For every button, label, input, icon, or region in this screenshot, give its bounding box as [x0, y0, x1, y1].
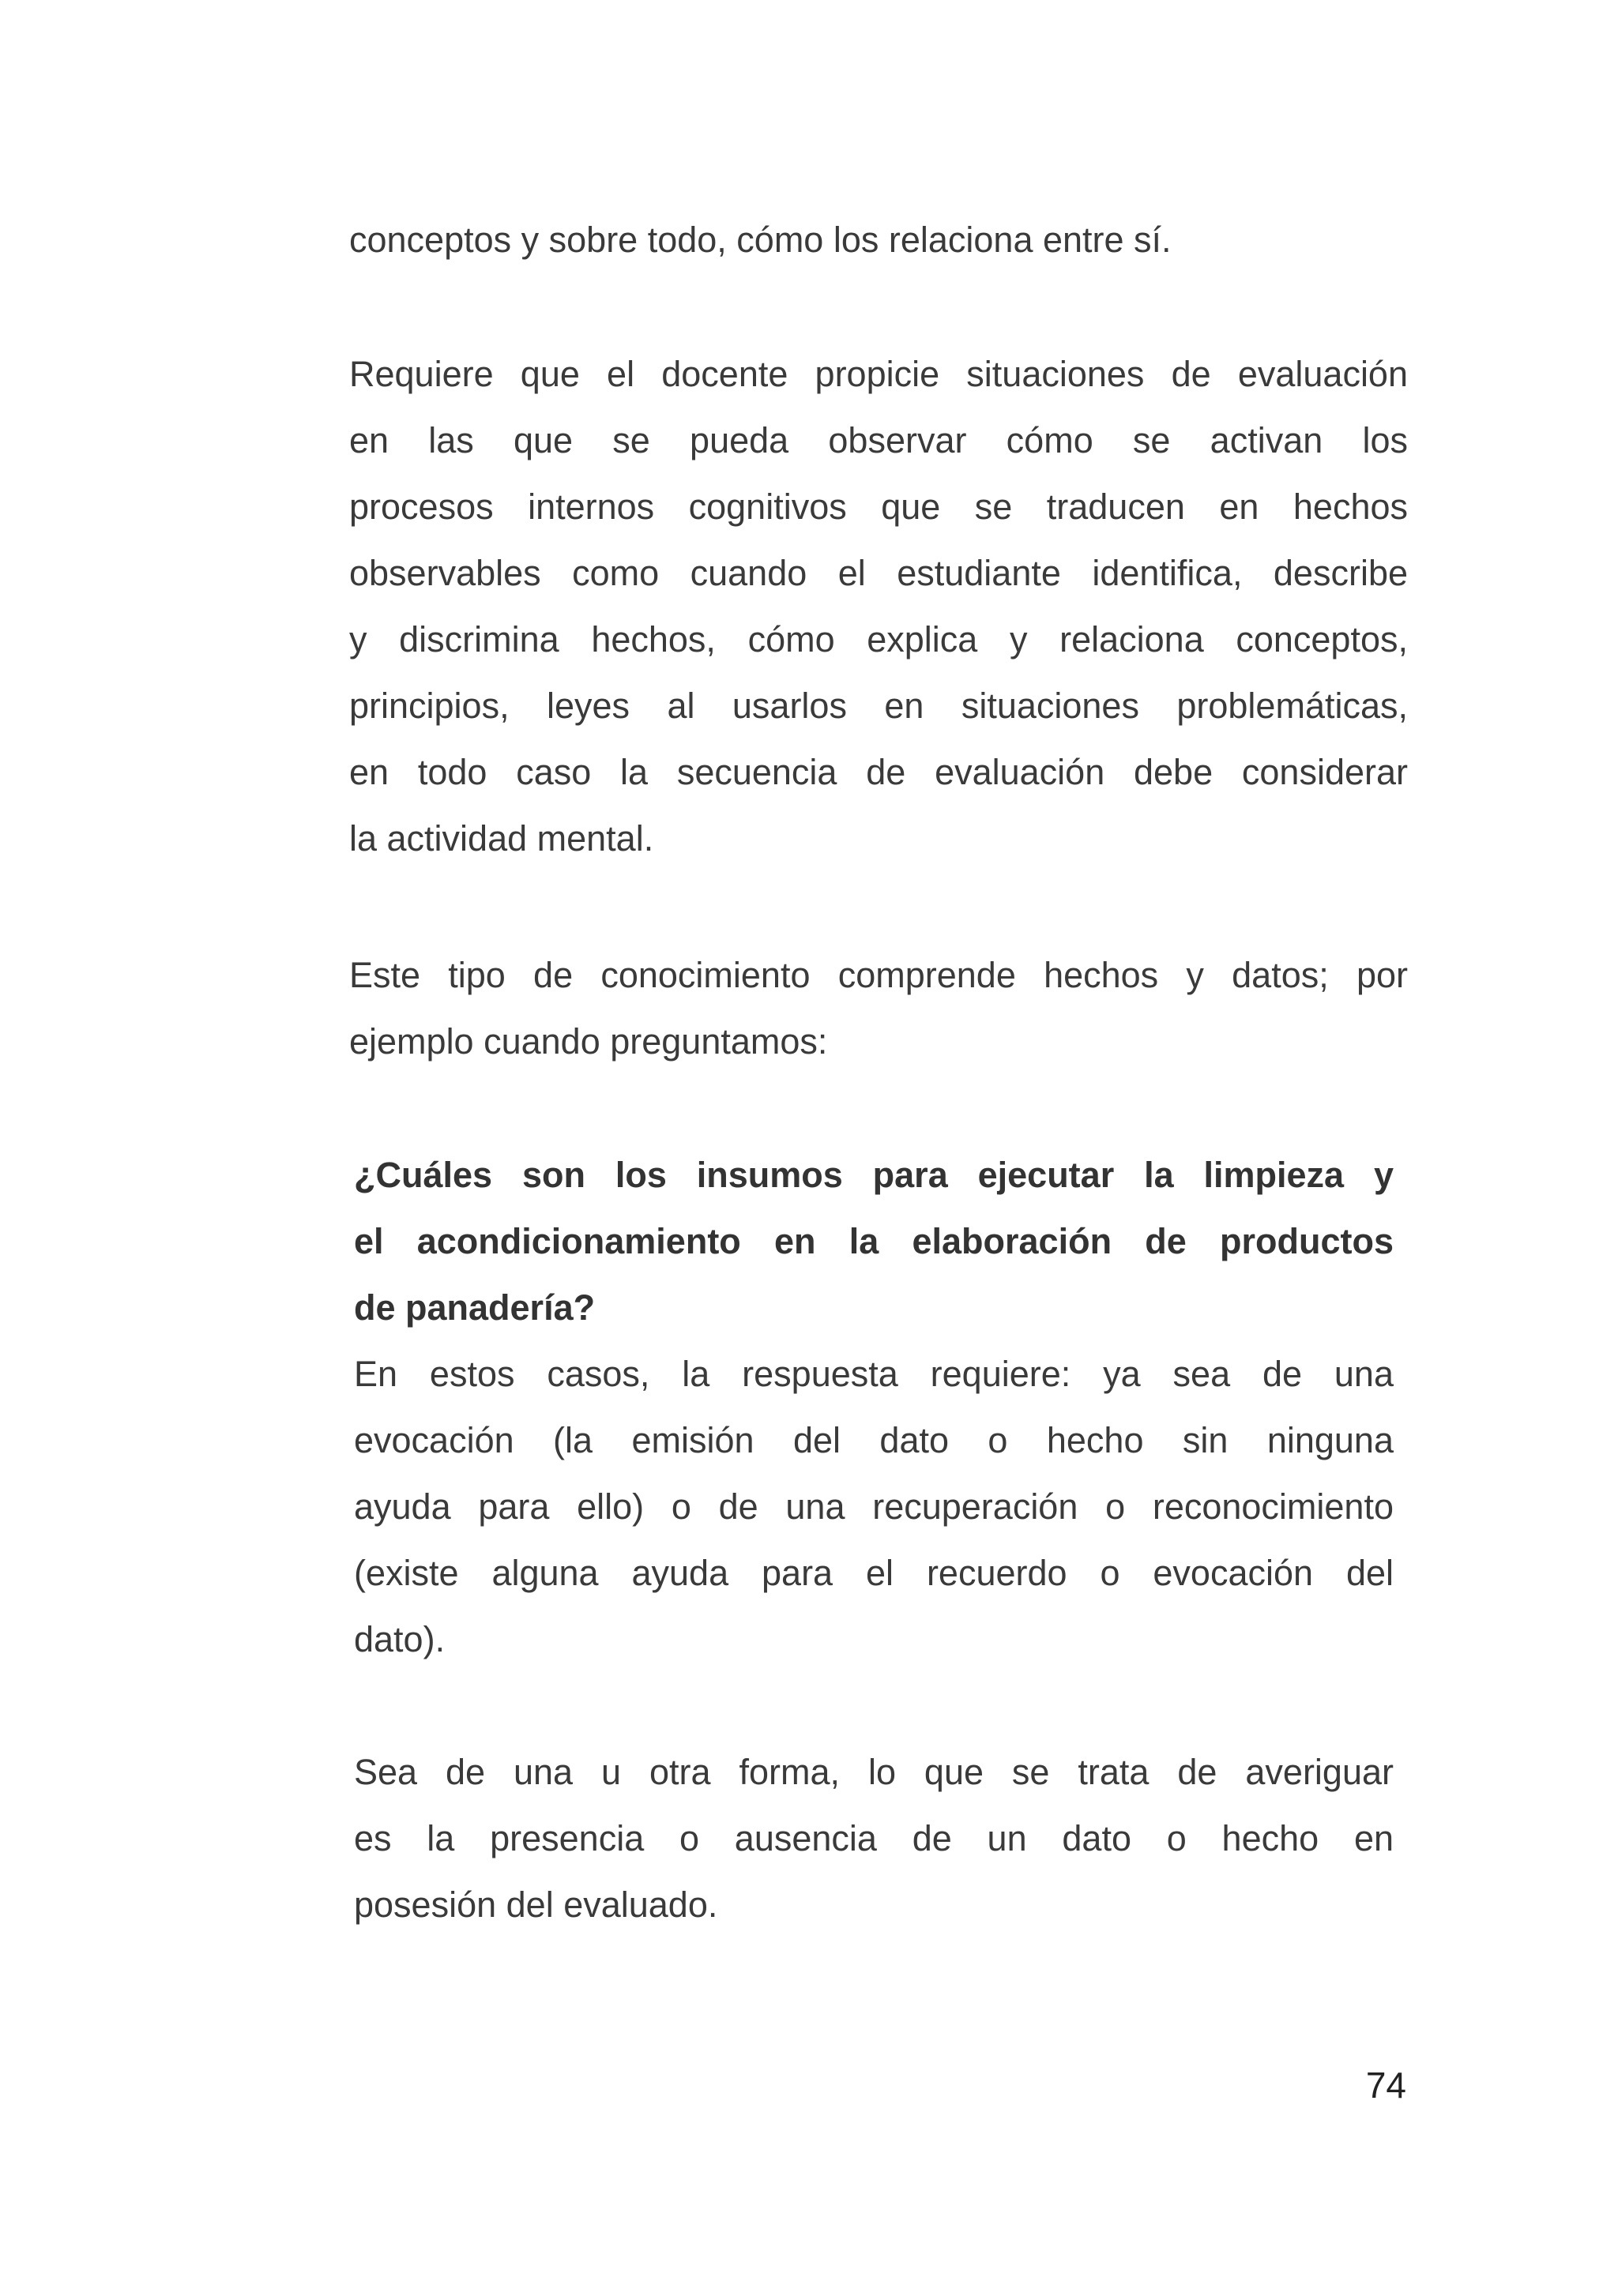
text-line: ayuda para ello) o de una recuperación o reconocimiento — [354, 1486, 1394, 1527]
text-line: ejemplo cuando preguntamos: — [349, 1021, 828, 1062]
paragraph-en-estos-casos — [354, 1341, 1394, 1673]
text-line: en todo caso la secuencia de evaluación debe considerar — [349, 752, 1408, 792]
text-line: el acondicionamiento en la elaboración de productos — [354, 1221, 1394, 1261]
text-line: evocación (la emisión del dato o hecho sin ninguna — [354, 1420, 1394, 1460]
paragraph-este-tipo — [349, 942, 1408, 1075]
paragraph-requiere — [349, 341, 1408, 872]
paragraph-sea-de-una — [354, 1739, 1394, 1938]
text-line: en las que se pueda observar cómo se activan los — [349, 420, 1408, 460]
text-line: ¿Cuáles son los insumos para ejecutar la limpieza y — [354, 1155, 1394, 1195]
text-line: conceptos y sobre todo, cómo los relaciona entre sí. — [349, 220, 1172, 260]
text-line: procesos internos cognitivos que se traducen en hechos — [349, 487, 1408, 527]
text-line: principios, leyes al usarlos en situaciones problemáticas, — [349, 686, 1408, 726]
text-line: (existe alguna ayuda para el recuerdo o evocación del — [354, 1553, 1394, 1593]
text-line: Este tipo de conocimiento comprende hechos y datos; por — [349, 955, 1408, 995]
text-line: y discrimina hechos, cómo explica y relaciona conceptos, — [349, 619, 1408, 659]
text-line: posesión del evaluado. — [354, 1885, 718, 1925]
question-bold — [354, 1142, 1394, 1341]
text-line: de panadería? — [354, 1287, 596, 1328]
text-line: En estos casos, la respuesta requiere: ya sea de una — [354, 1354, 1394, 1394]
text-line: la actividad mental. — [349, 818, 654, 859]
text-line: Sea de una u otra forma, lo que se trata de averiguar — [354, 1752, 1394, 1792]
text-line: Requiere que el docente propicie situaciones de evaluación — [349, 354, 1408, 394]
text-line: dato). — [354, 1619, 446, 1659]
paragraph-concepts — [349, 207, 1408, 273]
page-number: 74 — [1365, 2065, 1406, 2106]
text-line: es la presencia o ausencia de un dato o hecho en — [354, 1818, 1394, 1858]
text-line: observables como cuando el estudiante identifica, describe — [349, 553, 1408, 593]
